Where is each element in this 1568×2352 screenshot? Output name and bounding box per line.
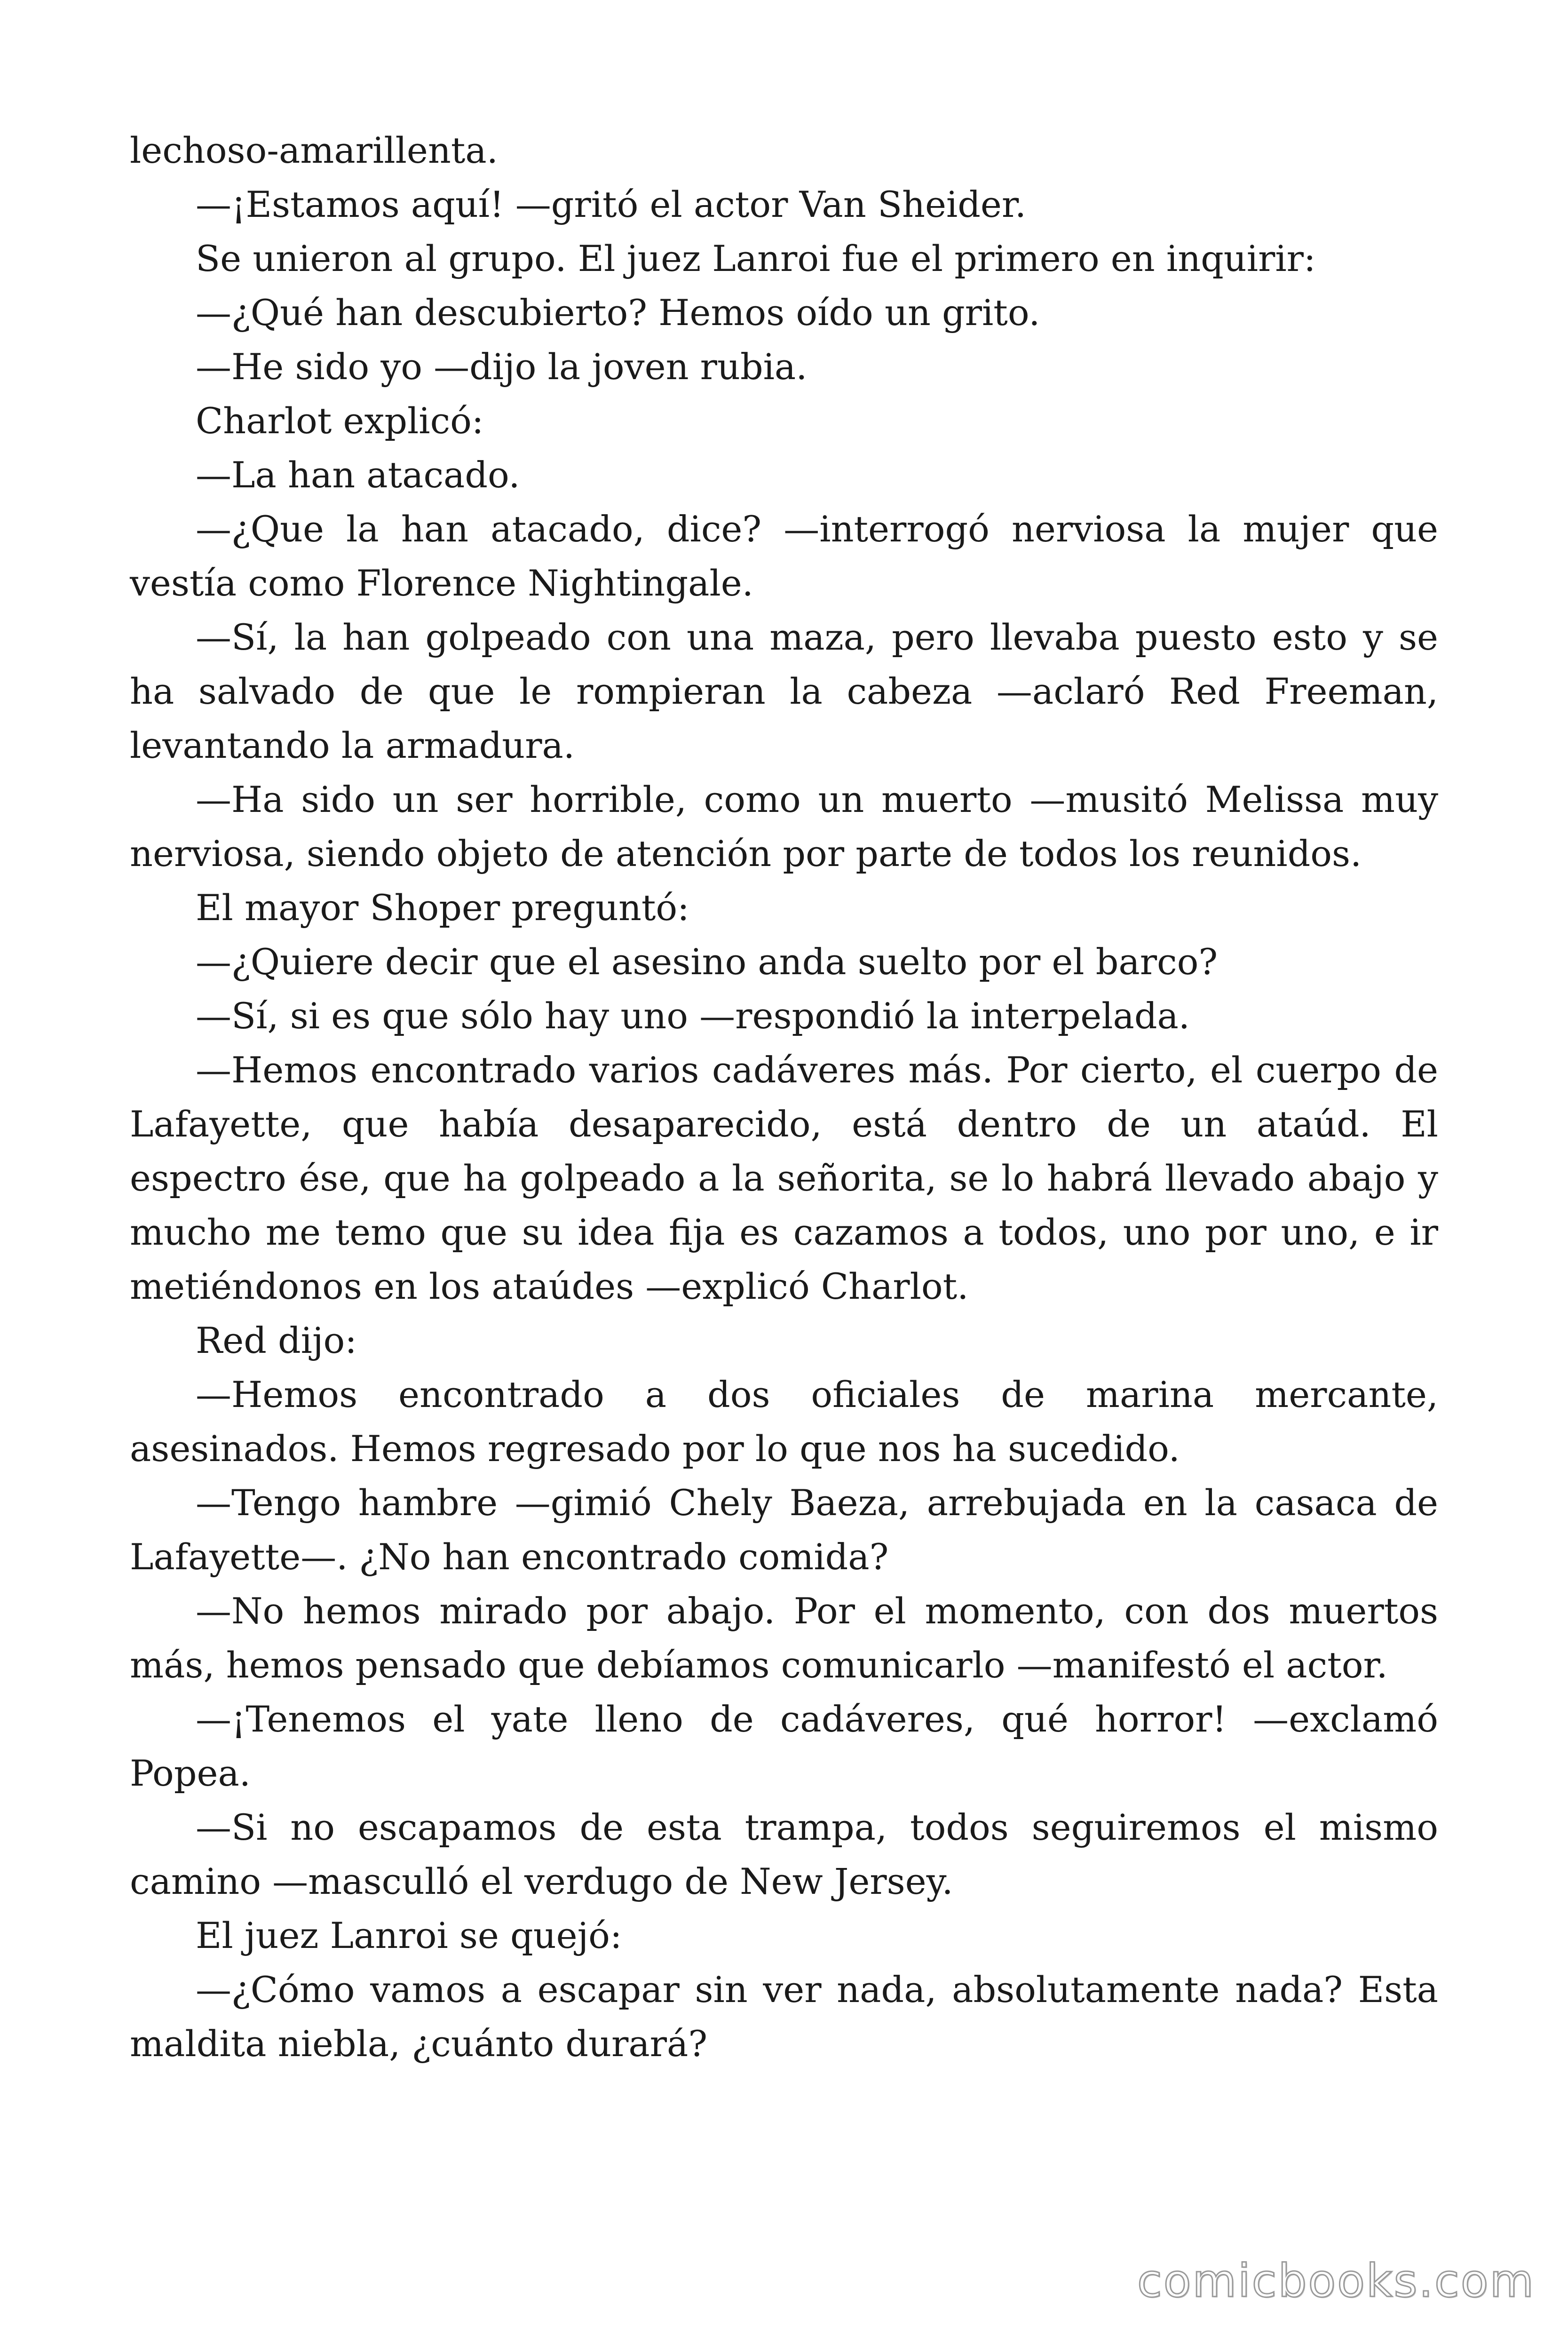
watermark: comicbooks.com <box>1137 2255 1535 2307</box>
paragraph: —Hemos encontrado varios cadáveres más. Por cierto, el cuerpo de Lafayette, que había desaparecido, está dentro de un ataúd. El espectro ése, que ha golpeado a la señorita, se lo habrá llevado abajo y mucho me temo que su idea fija es cazamos a todos, uno por uno, e ir metiéndonos en los ataúdes —explicó Charlot. <box>130 1049 1438 1307</box>
paragraph: El juez Lanroi se quejó: <box>196 1915 622 1956</box>
page-text <box>130 123 1438 2071</box>
paragraph: —Si no escapamos de esta trampa, todos seguiremos el mismo camino —masculló el verdugo de New Jersey. <box>130 1806 1438 1902</box>
paragraph: —Ha sido un ser horrible, como un muerto —musitó Melissa muy nerviosa, siendo objeto de atención por parte de todos los reunidos. <box>130 779 1438 874</box>
paragraph: —¡Estamos aquí! —gritó el actor Van Sheider. <box>196 183 1026 225</box>
paragraph: —¡Tenemos el yate lleno de cadáveres, qué horror! —exclamó Popea. <box>130 1698 1438 1794</box>
paragraph: —Tengo hambre —gimió Chely Baeza, arrebujada en la casaca de Lafayette—. ¿No han encontrado comida? <box>130 1482 1438 1578</box>
paragraph: —La han atacado. <box>196 454 520 496</box>
paragraph: —Sí, la han golpeado con una maza, pero llevaba puesto esto y se ha salvado de que le rompieran la cabeza —aclaró Red Freeman, levantando la armadura. <box>130 616 1438 766</box>
paragraph: —No hemos mirado por abajo. Por el momento, con dos muertos más, hemos pensado que debíamos comunicarlo —manifestó el actor. <box>130 1590 1438 1686</box>
paragraph: —He sido yo —dijo la joven rubia. <box>196 346 808 388</box>
paragraph: —¿Qué han descubierto? Hemos oído un grito. <box>196 292 1040 334</box>
paragraph: lechoso-amarillenta. <box>130 129 498 171</box>
paragraph: Charlot explicó: <box>196 400 484 442</box>
paragraph: —Sí, si es que sólo hay uno —respondió la interpelada. <box>196 995 1190 1037</box>
paragraph: —Hemos encontrado a dos oficiales de marina mercante, asesinados. Hemos regresado por lo que nos ha sucedido. <box>130 1374 1438 1470</box>
paragraph: —¿Quiere decir que el asesino anda suelto por el barco? <box>196 941 1218 983</box>
paragraph: Red dijo: <box>196 1319 357 1361</box>
paragraph: —¿Cómo vamos a escapar sin ver nada, absolutamente nada? Esta maldita niebla, ¿cuánto durará? <box>130 1969 1438 2065</box>
paragraph: —¿Que la han atacado, dice? —interrogó nerviosa la mujer que vestía como Florence Nightingale. <box>130 508 1438 604</box>
paragraph: El mayor Shoper preguntó: <box>196 887 689 929</box>
paragraph: Se unieron al grupo. El juez Lanroi fue el primero en inquirir: <box>196 238 1316 279</box>
